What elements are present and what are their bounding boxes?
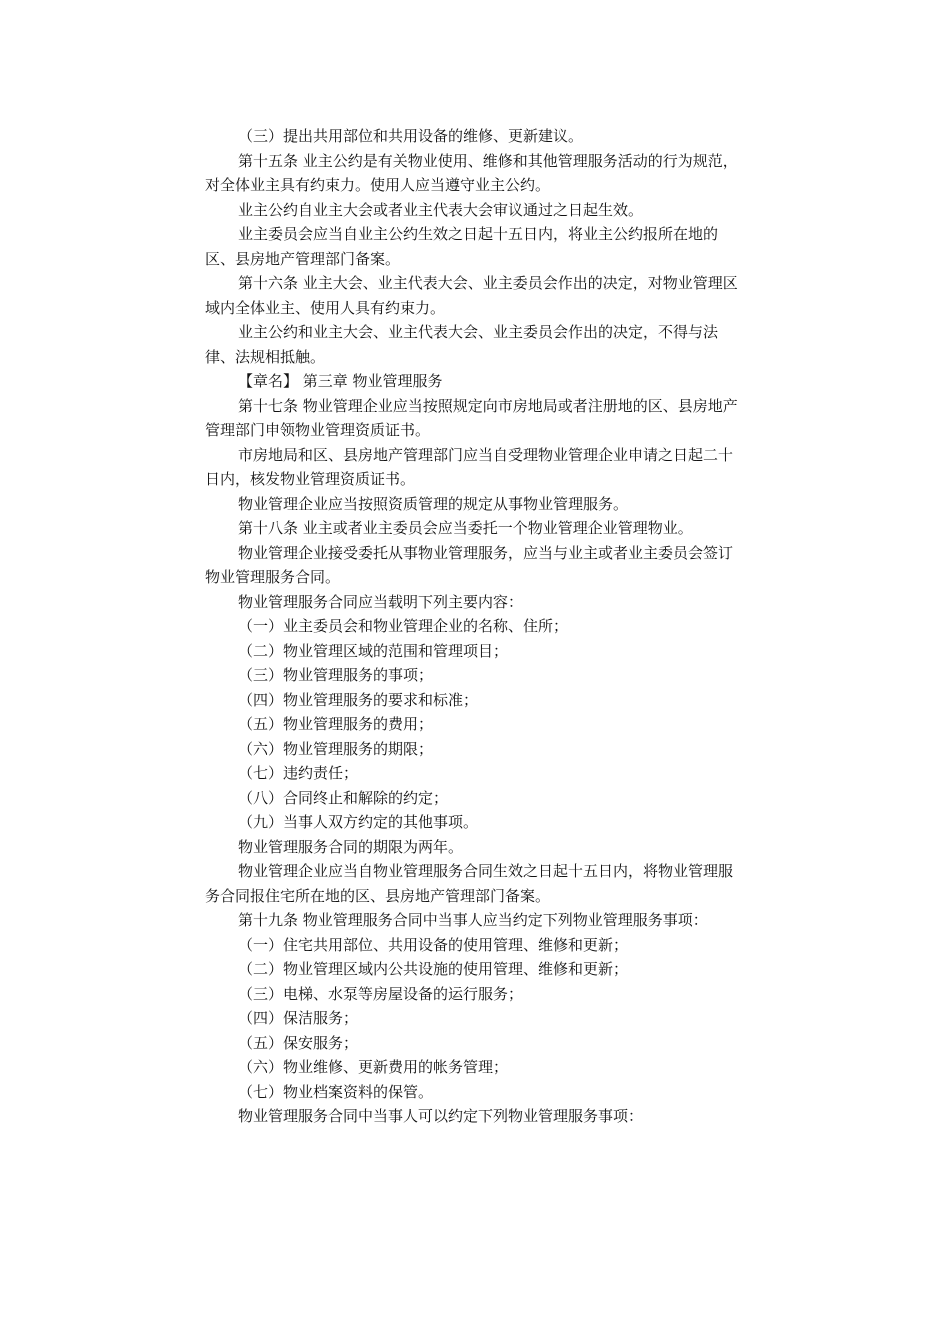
list-item: （三）提出共用部位和共用设备的维修、更新建议。 [238,127,584,145]
paragraph: 物业管理企业应当自物业管理服务合同生效之日起十五日内，将物业管理服务合同报住宅所在地的区、县房地产管理部门备案。 [205,862,734,905]
list-item: （六）物业管理服务的期限； [238,739,434,758]
list-item: （七）违约责任； [238,764,359,782]
list-item: （九）当事人双方约定的其他事项。 [238,813,479,831]
paragraph: 物业管理企业接受委托从事物业管理服务，应当与业主或者业主委员会签订物业管理服务合同。 [205,543,734,586]
paragraph: 业主公约和业主大会、业主代表大会、业主委员会作出的决定，不得与法律、法规相抵触。 [205,323,719,366]
list-item: （五）物业管理服务的费用； [238,715,434,733]
document-body [205,124,745,1129]
list-item: （二）物业管理区域内公共设施的使用管理、维修和更新； [238,960,629,978]
paragraph: 物业管理服务合同的期限为两年。 [238,837,464,856]
paragraph: 物业管理企业应当按照资质管理的规定从事物业管理服务。 [238,494,629,513]
list-item: （八）合同终止和解除的约定； [238,788,449,807]
article-16: 第十六条 业主大会、业主代表大会、业主委员会作出的决定，对物业管理区域内全体业主、使用人具有约束力。 [205,274,738,317]
list-item: （一）住宅共用部位、共用设备的使用管理、维修和更新； [238,935,629,954]
article-15: 第十五条 业主公约是有关物业使用、维修和其他管理服务活动的行为规范，对全体业主具有约束力。使用人应当遵守业主公约。 [205,151,738,194]
chapter-heading: 【章名】 第三章 物业管理服务 [238,372,443,390]
list-item: （三）电梯、水泵等房屋设备的运行服务； [238,984,524,1003]
list-item: （三）物业管理服务的事项； [238,666,434,684]
article-19: 第十九条 物业管理服务合同中当事人应当约定下列物业管理服务事项： [238,911,708,929]
list-item: （四）物业管理服务的要求和标准； [238,690,479,709]
article-18: 第十八条 业主或者业主委员会应当委托一个物业管理企业管理物业。 [238,519,693,537]
list-item: （七）物业档案资料的保管。 [238,1082,434,1101]
list-item: （二）物业管理区域的范围和管理项目； [238,641,509,660]
paragraph: 市房地局和区、县房地产管理部门应当自受理物业管理企业申请之日起二十日内，核发物业管理资质证书。 [205,445,734,488]
paragraph: 物业管理服务合同应当载明下列主要内容： [238,592,524,611]
article-17: 第十七条 物业管理企业应当按照规定向市房地局或者注册地的区、县房地产管理部门申领物业管理资质证书。 [205,396,738,439]
list-item: （五）保安服务； [238,1033,359,1052]
list-item: （四）保洁服务； [238,1009,359,1027]
paragraph: 物业管理服务合同中当事人可以约定下列物业管理服务事项： [238,1107,644,1125]
paragraph: 业主公约自业主大会或者业主代表大会审议通过之日起生效。 [238,200,644,219]
list-item: （六）物业维修、更新费用的帐务管理； [238,1058,509,1076]
list-item: （一）业主委员会和物业管理企业的名称、住所； [238,617,569,635]
paragraph: 业主委员会应当自业主公约生效之日起十五日内，将业主公约报所在地的区、县房地产管理部门备案。 [205,225,719,268]
